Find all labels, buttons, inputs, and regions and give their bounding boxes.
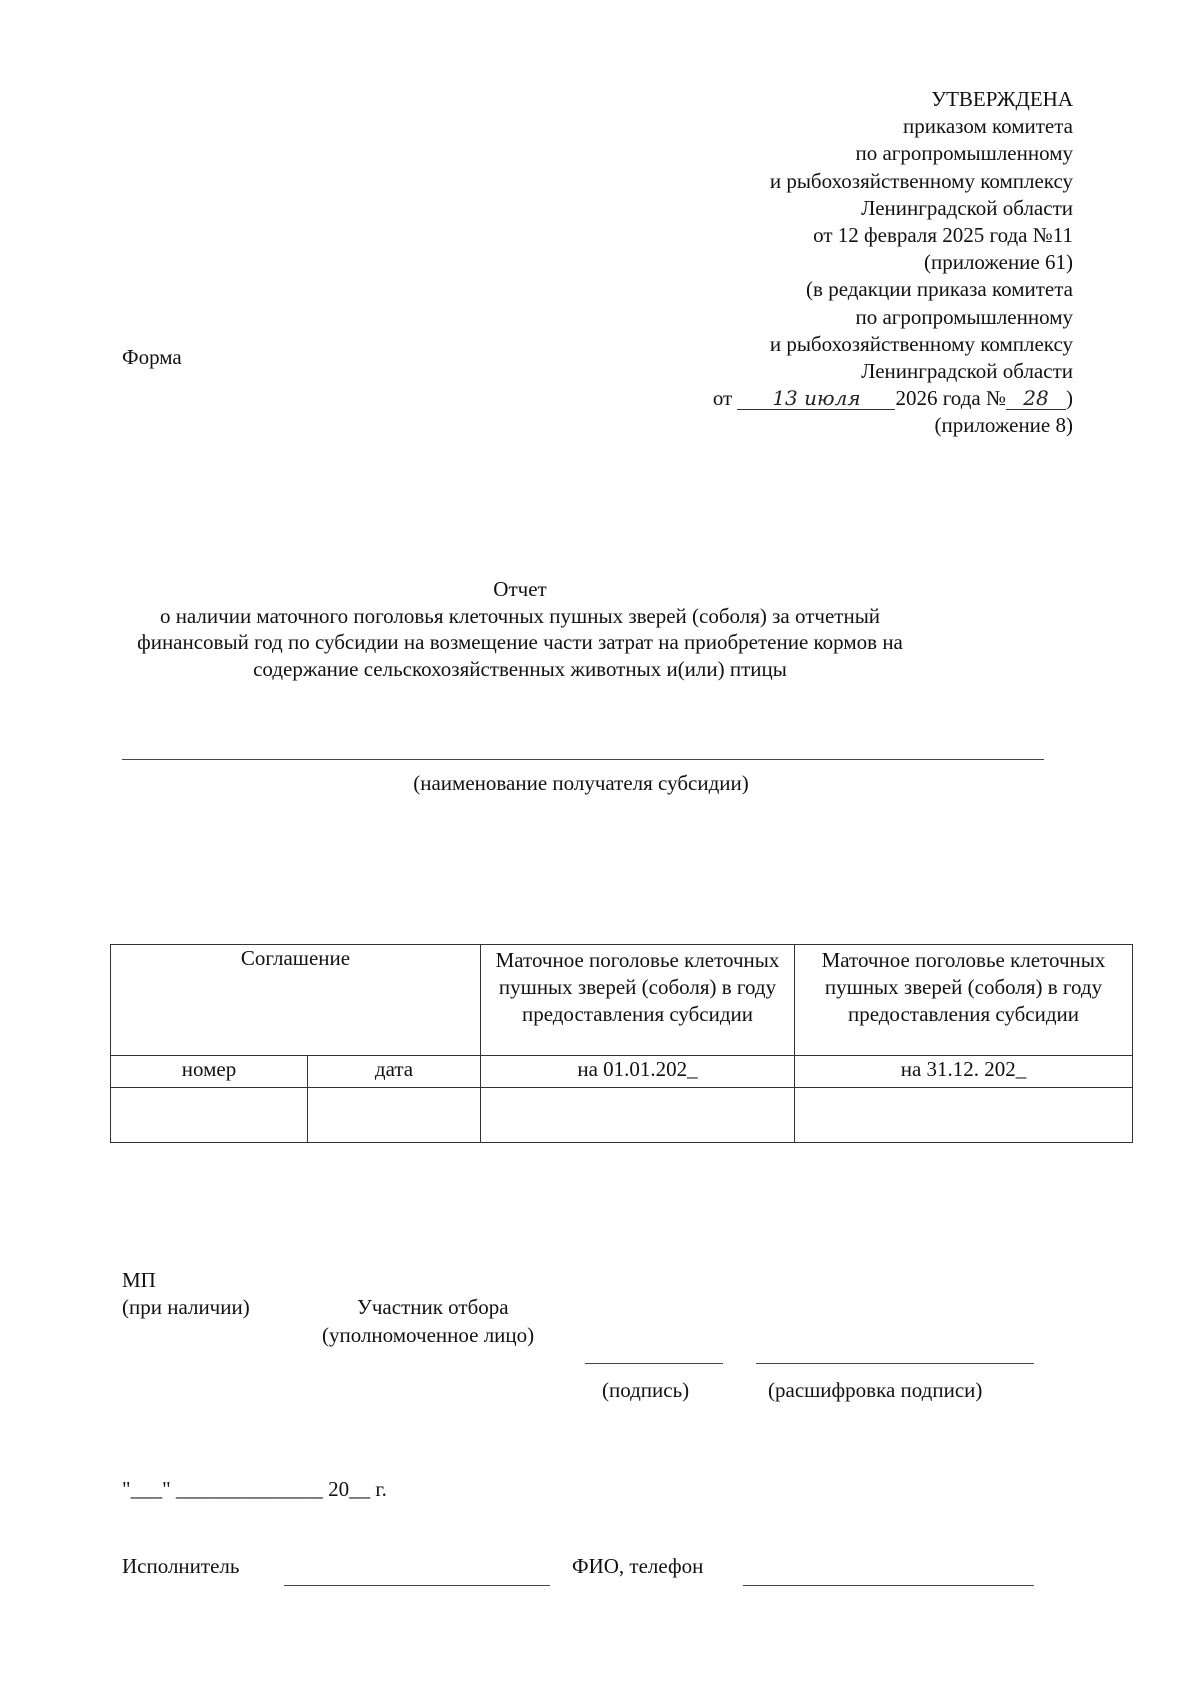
approval-line: приказом комитета: [902, 114, 1073, 139]
table-subheader-row: [111, 1056, 1133, 1088]
subheader-start-date: на 01.01.202_: [481, 1056, 795, 1088]
table-row: [111, 1088, 1133, 1143]
title-line: о наличии маточного поголовья клеточных пушных зверей (соболя) за отчетный: [159, 603, 881, 628]
contact-line[interactable]: [743, 1585, 1034, 1586]
table-header-row: [111, 945, 1133, 1056]
cell-end-count[interactable]: [795, 1088, 1133, 1143]
cell-date[interactable]: [308, 1088, 481, 1143]
date-line: "___" ______________ 20__ г.: [122, 1477, 387, 1501]
livestock-table: [110, 944, 1133, 1143]
approval-line: Ленинградской области: [861, 195, 1073, 220]
approval-line: по агропромышленному: [855, 304, 1073, 329]
handwritten-number: 28: [1006, 387, 1066, 410]
form-label: Форма: [122, 345, 182, 369]
contact-label: ФИО, телефон: [572, 1554, 704, 1578]
subheader-number: номер: [111, 1056, 308, 1088]
approval-line: (приложение 61): [923, 250, 1073, 275]
col-header-end: Маточное поголовье клеточных пушных зверей (соболя) в году предоставления субсидии: [795, 945, 1133, 1056]
recipient-name-line[interactable]: [122, 759, 1044, 760]
approval-title: УТВЕРЖДЕНА: [931, 87, 1073, 111]
subheader-date: дата: [308, 1056, 481, 1088]
stamp-label: МП: [122, 1268, 156, 1292]
executor-line[interactable]: [284, 1585, 550, 1586]
executor-label: Исполнитель: [122, 1554, 240, 1578]
approval-line: по агропромышленному: [855, 141, 1073, 166]
approval-line: и рыбохозяйственному комплексу: [769, 168, 1073, 193]
date-suffix: 2026 года №: [895, 386, 1006, 411]
approval-line: от 12 февраля 2025 года №11: [813, 223, 1073, 248]
approval-line: (в редакции приказа комитета: [806, 277, 1073, 302]
report-title: [120, 576, 920, 682]
title-heading: Отчет: [493, 577, 547, 601]
closing-paren: ): [1066, 386, 1073, 411]
signature-line[interactable]: [585, 1363, 723, 1364]
title-line: содержание сельскохозяйственных животных и(или) птицы: [253, 656, 787, 681]
signature-decode-caption: (расшифровка подписи): [768, 1378, 983, 1402]
recipient-caption: (наименование получателя субсидии): [413, 771, 749, 795]
col-header-start: Маточное поголовье клеточных пушных зверей (соболя) в году предоставления субсидии: [481, 945, 795, 1056]
authorized-label: (уполномоченное лицо): [322, 1323, 535, 1347]
title-line: финансовый год по субсидии на возмещение части затрат на приобретение кормов на: [137, 630, 903, 654]
signature-caption: (подпись): [602, 1378, 690, 1402]
approval-line: Ленинградской области: [861, 359, 1073, 384]
date-prefix: от: [712, 386, 733, 411]
participant-label: Участник отбора: [357, 1295, 509, 1319]
signature-decode-line[interactable]: [756, 1363, 1034, 1364]
cell-number[interactable]: [111, 1088, 308, 1143]
handwritten-date: 13 июля: [737, 387, 895, 410]
approval-line: и рыбохозяйственному комплексу: [769, 331, 1073, 356]
subheader-end-date: на 31.12. 202_: [795, 1056, 1133, 1088]
approval-appendix: (приложение 8): [934, 413, 1073, 438]
approval-date-line: [473, 385, 1073, 412]
agreement-header: Соглашение: [111, 945, 481, 1056]
cell-start-count[interactable]: [481, 1088, 795, 1143]
stamp-note: (при наличии): [122, 1295, 250, 1319]
approval-block: [473, 86, 1073, 440]
